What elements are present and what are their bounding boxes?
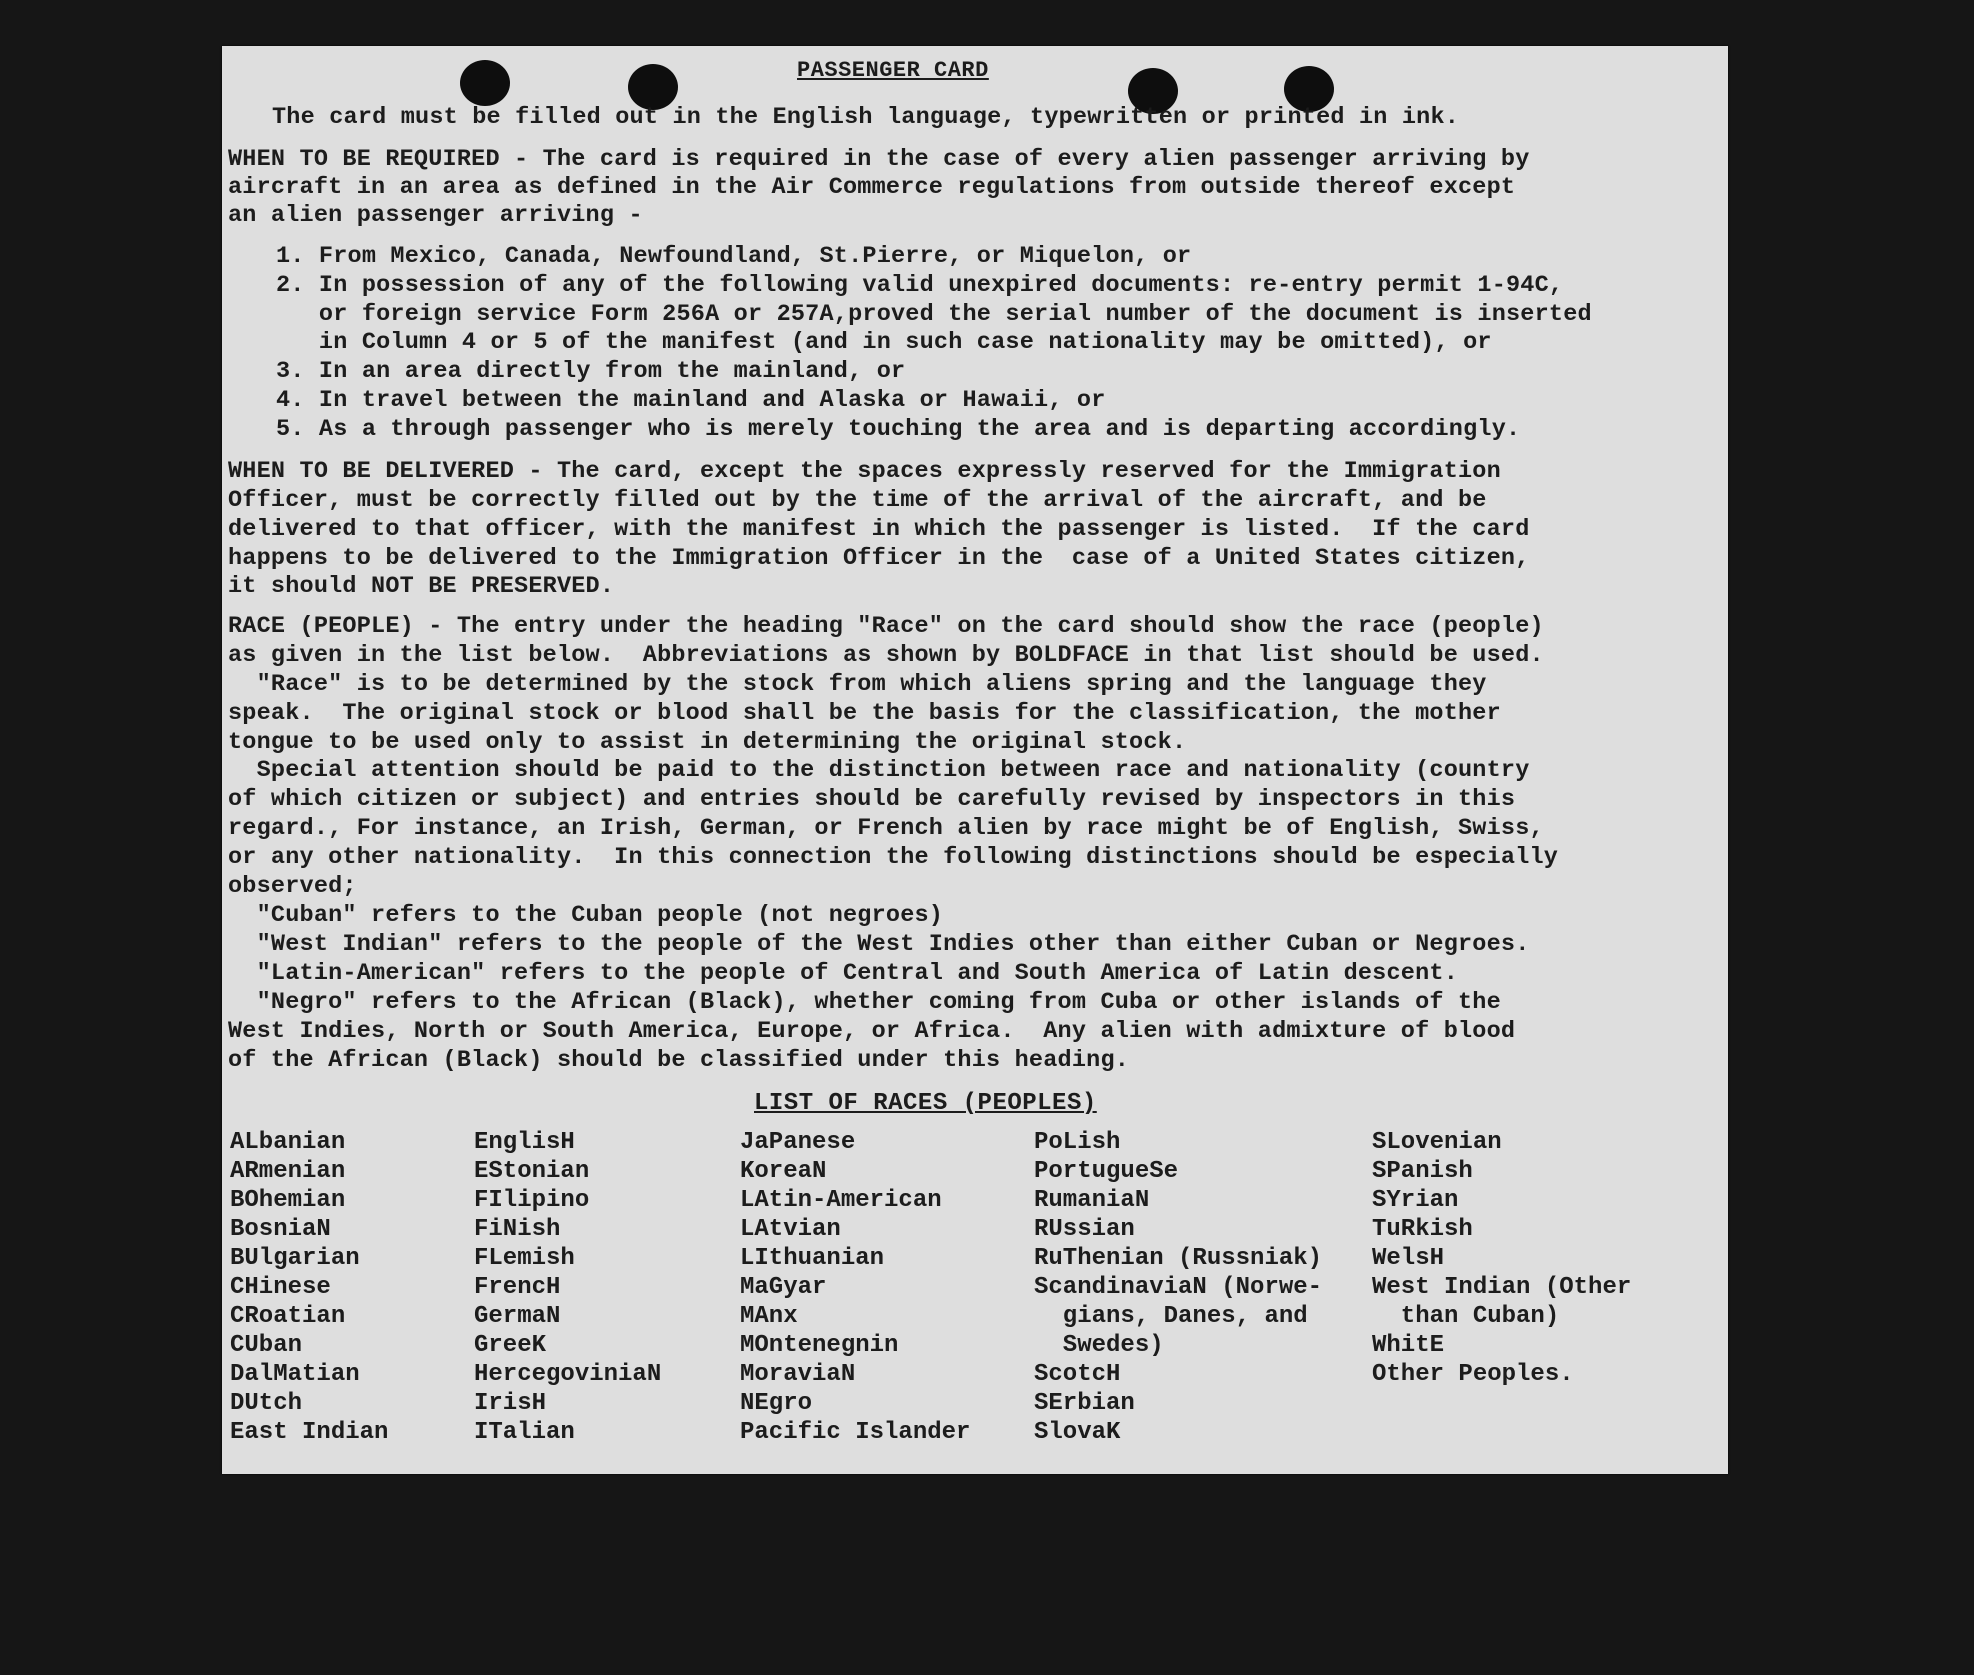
race-entry: IrisH	[474, 1390, 547, 1417]
race-entry: West Indian (Other	[1372, 1274, 1632, 1301]
race-entry: MAnx	[740, 1303, 798, 1330]
race-entry: BosniaN	[230, 1216, 331, 1243]
race-entry: CRoatian	[230, 1303, 346, 1330]
race-entry: SlovaK	[1034, 1419, 1121, 1446]
delivered-line: happens to be delivered to the Immigration Officer in the case of a United States citizen,	[228, 545, 1530, 572]
race-entry: ARmenian	[230, 1158, 346, 1185]
list-of-races-title: LIST OF RACES (PEOPLES)	[754, 1090, 1097, 1117]
card-title: PASSENGER CARD	[797, 58, 989, 83]
race-entry: FIlipino	[474, 1187, 590, 1214]
race-entry: KoreaN	[740, 1158, 827, 1185]
race-column-4	[1034, 1128, 1322, 1447]
race-line: or any other nationality. In this connection the following distinctions should be especially	[228, 844, 1559, 871]
race-entry: LIthuanian	[740, 1245, 885, 1272]
passenger-card-page	[222, 46, 1728, 1474]
race-column-1	[230, 1128, 388, 1447]
race-entry: than Cuban)	[1372, 1303, 1560, 1330]
race-entry: ALbanian	[230, 1129, 346, 1156]
required-item: 3. In an area directly from the mainland, or	[276, 358, 906, 385]
required-item: 4. In travel between the mainland and Alaska or Hawaii, or	[276, 387, 1106, 414]
race-line: "Race" is to be determined by the stock from which aliens spring and the language they	[228, 671, 1487, 698]
race-entry: Pacific Islander	[740, 1419, 971, 1446]
required-item: in Column 4 or 5 of the manifest (and in such case nationality may be omitted), or	[276, 329, 1492, 356]
race-entry: Other Peoples.	[1372, 1361, 1574, 1388]
race-entry: FiNish	[474, 1216, 561, 1243]
race-entry: SErbian	[1034, 1390, 1135, 1417]
race-entry: RUssian	[1034, 1216, 1135, 1243]
race-line: "West Indian" refers to the people of the West Indies other than either Cuban or Negroes.	[228, 931, 1530, 958]
race-line: observed;	[228, 873, 357, 900]
race-entry: FLemish	[474, 1245, 575, 1272]
race-line: RACE (PEOPLE) - The entry under the heading "Race" on the card should show the race (people)	[228, 613, 1544, 640]
race-line: regard., For instance, an Irish, German, or French alien by race might be of English, Swiss,	[228, 815, 1544, 842]
punch-hole	[460, 60, 510, 106]
race-entry: PortugueSe	[1034, 1158, 1179, 1185]
race-entry: RuThenian (Russniak)	[1034, 1245, 1323, 1272]
race-entry: ITalian	[474, 1419, 575, 1446]
race-entry: NEgro	[740, 1390, 813, 1417]
race-column-3	[740, 1128, 970, 1447]
race-entry: BOhemian	[230, 1187, 346, 1214]
race-line: of which citizen or subject) and entries should be carefully revised by inspectors in this	[228, 786, 1516, 813]
race-line: speak. The original stock or blood shall be the basis for the classification, the mother	[228, 700, 1501, 727]
race-entry: HercegoviniaN	[474, 1361, 662, 1388]
race-line: tongue to be used only to assist in determining the original stock.	[228, 729, 1187, 756]
delivered-line: WHEN TO BE DELIVERED - The card, except the spaces expressly reserved for the Immigration	[228, 458, 1501, 485]
race-entry: EnglisH	[474, 1129, 575, 1156]
race-column-5	[1372, 1128, 1631, 1389]
required-item: or foreign service Form 256A or 257A,proved the serial number of the document is inserted	[276, 301, 1592, 328]
race-entry: ScandinaviaN (Norwe-	[1034, 1274, 1323, 1301]
race-entry: DalMatian	[230, 1361, 360, 1388]
race-entry: ScotcH	[1034, 1361, 1121, 1388]
race-line: of the African (Black) should be classified under this heading.	[228, 1047, 1130, 1074]
required-item: 1. From Mexico, Canada, Newfoundland, St.Pierre, or Miquelon, or	[276, 243, 1192, 270]
delivered-line: Officer, must be correctly filled out by the time of the arrival of the aircraft, and be	[228, 487, 1487, 514]
race-entry: CHinese	[230, 1274, 331, 1301]
race-entry: JaPanese	[740, 1129, 856, 1156]
race-entry: EStonian	[474, 1158, 590, 1185]
race-entry: LAtvian	[740, 1216, 841, 1243]
race-line: "Negro" refers to the African (Black), whether coming from Cuba or other islands of the	[228, 989, 1501, 1016]
race-entry: WelsH	[1372, 1245, 1445, 1272]
race-line: West Indies, North or South America, Europe, or Africa. Any alien with admixture of blood	[228, 1018, 1516, 1045]
race-entry: SYrian	[1372, 1187, 1459, 1214]
race-line: as given in the list below. Abbreviations as shown by BOLDFACE in that list should be used.	[228, 642, 1544, 669]
delivered-line: delivered to that officer, with the manifest in which the passenger is listed. If the card	[228, 516, 1530, 543]
race-line: "Latin-American" refers to the people of Central and South America of Latin descent.	[228, 960, 1458, 987]
race-entry: RumaniaN	[1034, 1187, 1150, 1214]
race-entry: GermaN	[474, 1303, 561, 1330]
race-column-2	[474, 1128, 661, 1447]
intro-text: The card must be filled out in the English language, typewritten or printed in ink.	[272, 104, 1460, 131]
race-entry: MoraviaN	[740, 1361, 856, 1388]
race-entry: East Indian	[230, 1419, 389, 1446]
race-entry: gians, Danes, and	[1034, 1303, 1308, 1330]
delivered-line: it should NOT BE PRESERVED.	[228, 573, 615, 600]
race-entry: DUtch	[230, 1390, 303, 1417]
race-entry: TuRkish	[1372, 1216, 1473, 1243]
race-entry: PoLish	[1034, 1129, 1121, 1156]
required-item: 5. As a through passenger who is merely touching the area and is departing accordingly.	[276, 416, 1521, 443]
race-entry: CUban	[230, 1332, 303, 1359]
race-entry: MaGyar	[740, 1274, 827, 1301]
race-line: "Cuban" refers to the Cuban people (not negroes)	[228, 902, 944, 929]
race-entry: Swedes)	[1034, 1332, 1164, 1359]
required-line: an alien passenger arriving -	[228, 202, 643, 229]
race-line: Special attention should be paid to the distinction between race and nationality (country	[228, 757, 1530, 784]
required-item: 2. In possession of any of the following valid unexpired documents: re-entry permit 1-94C,	[276, 272, 1564, 299]
race-entry: WhitE	[1372, 1332, 1445, 1359]
race-entry: SPanish	[1372, 1158, 1473, 1185]
race-entry: LAtin-American	[740, 1187, 942, 1214]
required-line: aircraft in an area as defined in the Air Commerce regulations from outside thereof except	[228, 174, 1516, 201]
race-entry: GreeK	[474, 1332, 547, 1359]
race-entry: SLovenian	[1372, 1129, 1502, 1156]
required-line: WHEN TO BE REQUIRED - The card is required in the case of every alien passenger arriving by	[228, 146, 1530, 173]
race-entry: FrencH	[474, 1274, 561, 1301]
race-entry: MOntenegnin	[740, 1332, 899, 1359]
race-entry: BUlgarian	[230, 1245, 360, 1272]
